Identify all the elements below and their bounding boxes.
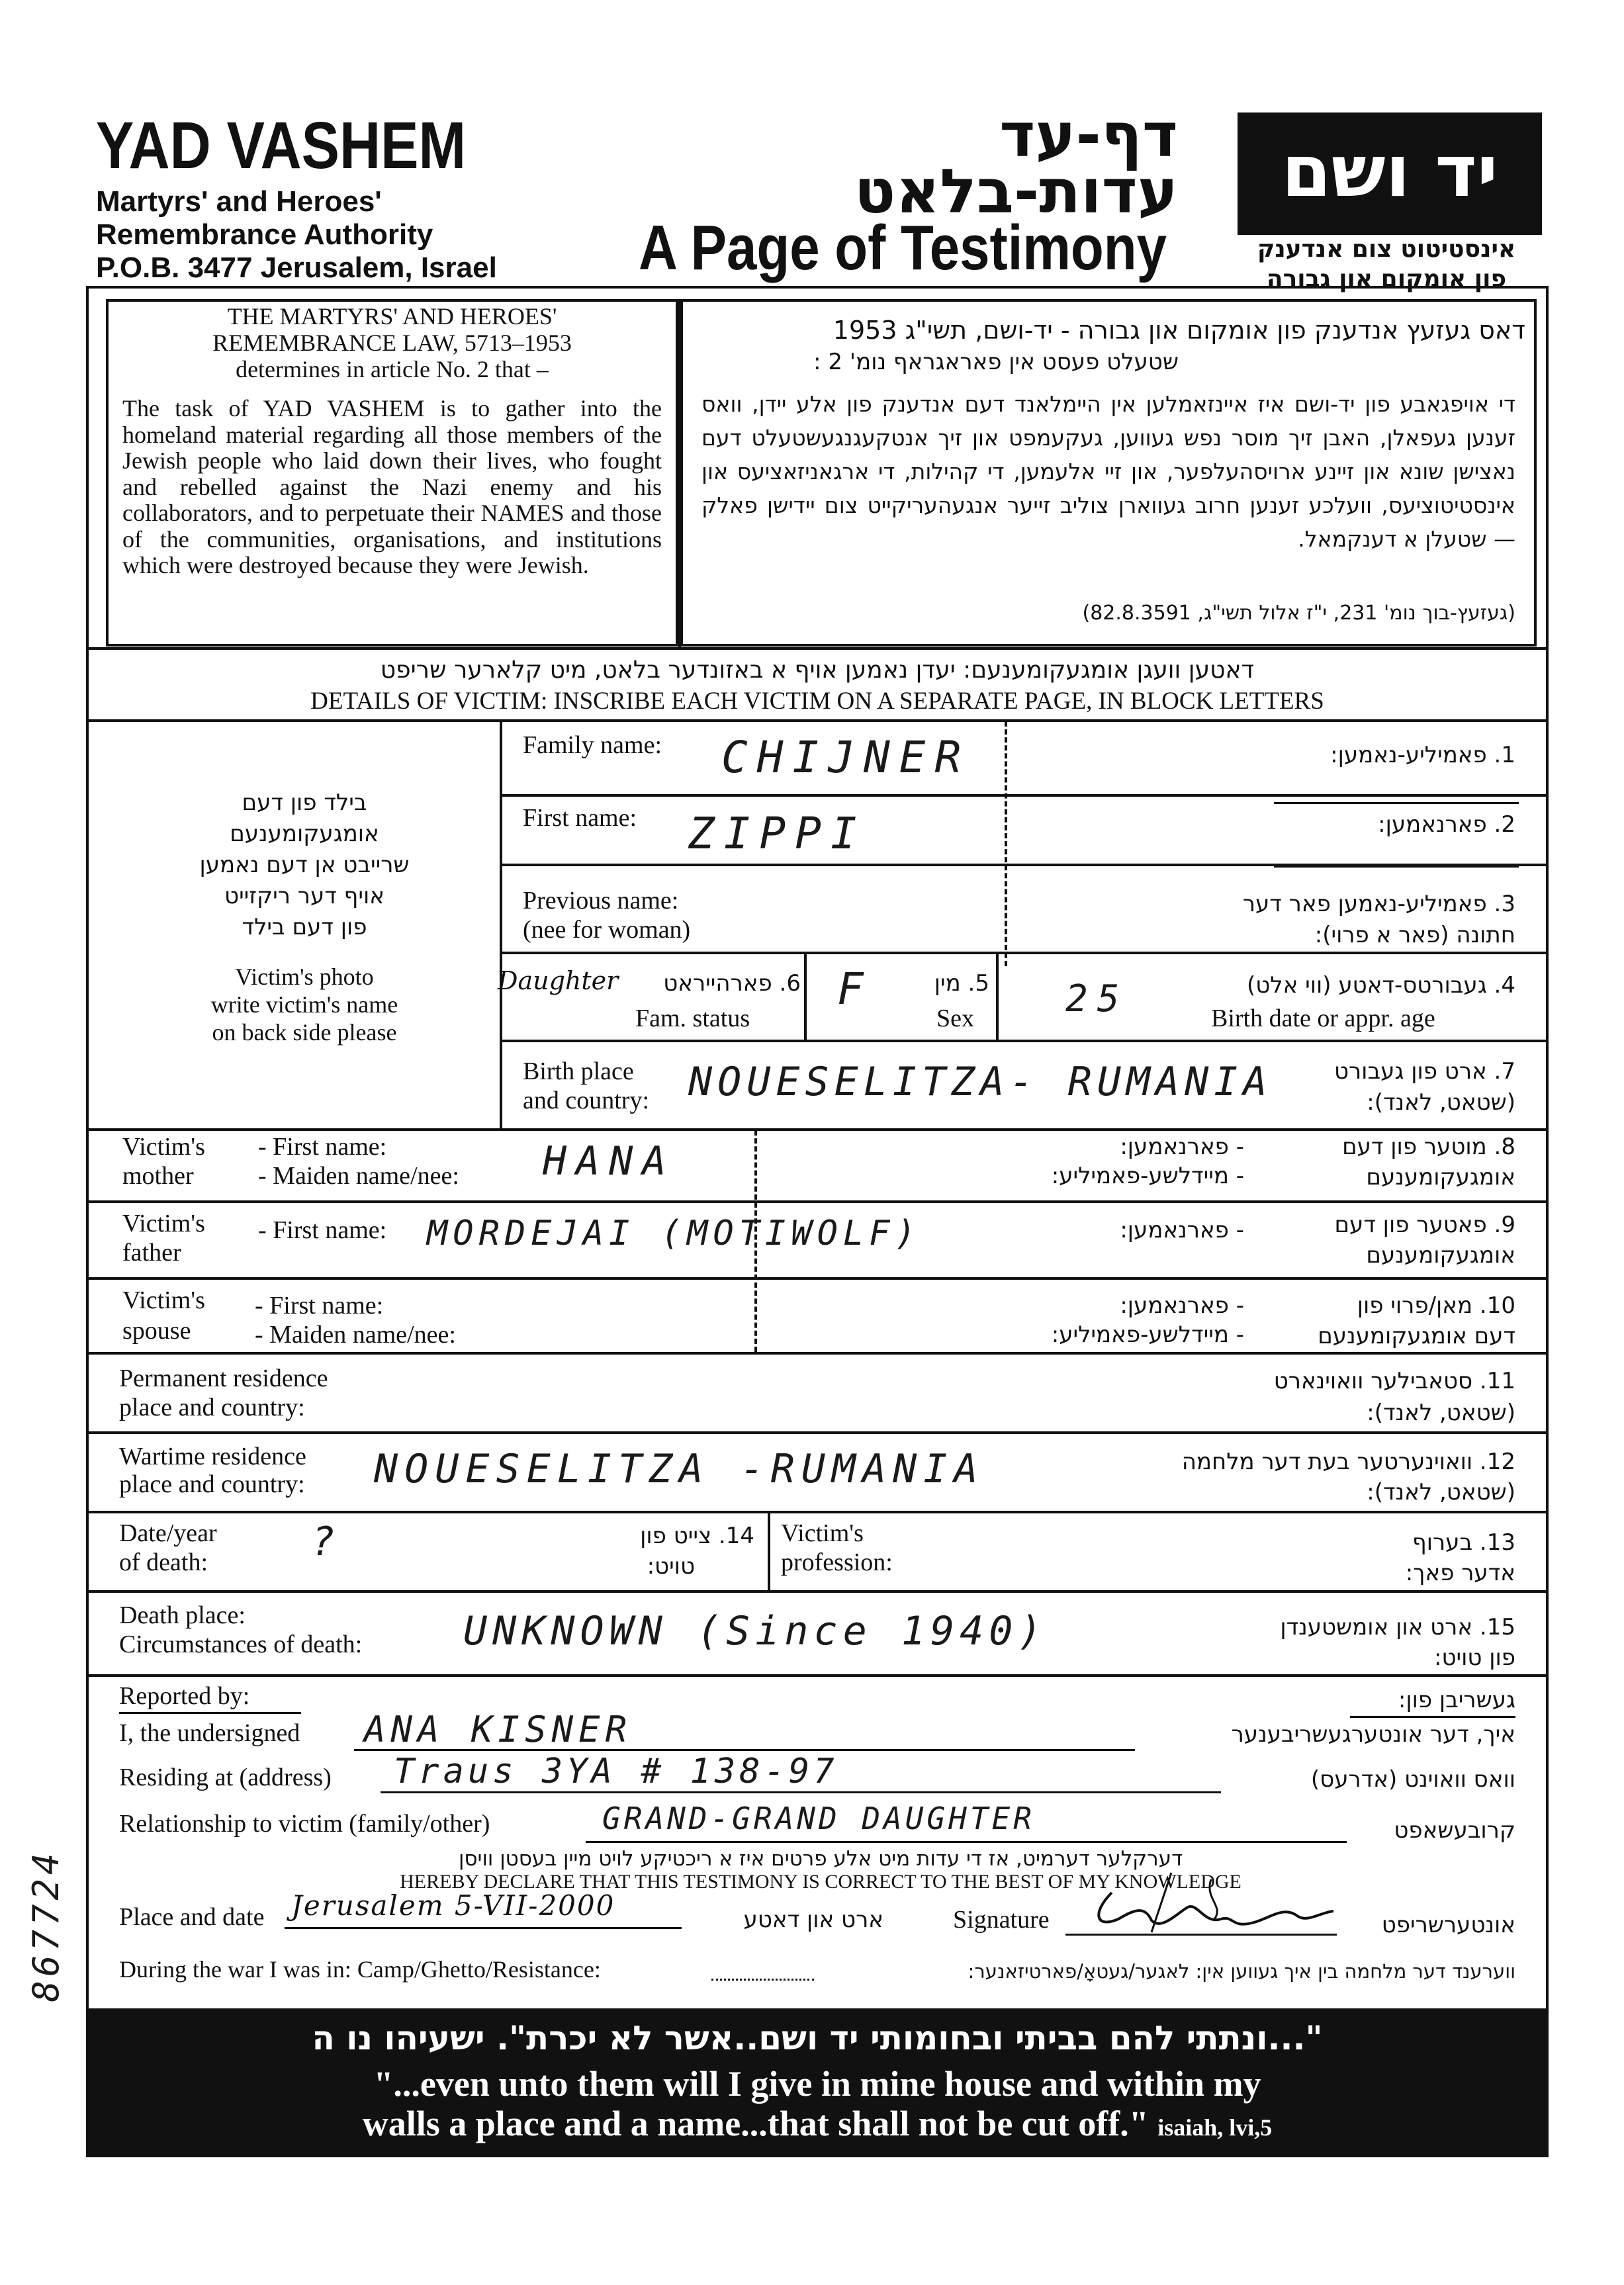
declare-en: HEREBY DECLARE THAT THIS TESTIMONY IS CORRECT TO THE BEST OF MY KNOWLEDGE — [400, 1871, 1241, 1893]
first-name-label: First name: — [523, 804, 637, 832]
law-body: The task of YAD VASHEM is to gather into the homeland material regarding all those members of the Jewish people who laid down their lives, who fought and rebelled against the Nazi enemy and his collaborators, and to perpetuate their NAMES and those of the communities, organisations, and institutions which were destroyed because they were Jewish. — [122, 395, 662, 578]
reported-by-heb: געשריבן פון: — [1398, 1687, 1515, 1713]
footer-english-2 — [132, 2103, 1502, 2148]
father-heb-first: - פארנאמען: — [1120, 1217, 1244, 1243]
profession-heb-2: אדער פאך: — [1405, 1560, 1515, 1586]
profession-label-2: profession: — [781, 1548, 893, 1576]
birth-place-value[interactable]: NOUESELITZA- RUMANIA — [688, 1059, 1273, 1105]
spouse-heb-row-1: 10. מאן/פרוי פון — [1357, 1292, 1515, 1319]
undersigned-heb: איך, דער אונטערגעשריבענער — [1231, 1721, 1515, 1748]
sex-heb: 5. מין — [934, 970, 989, 997]
permanent-heb-1: 11. סטאבילער וואוינארט — [1273, 1368, 1515, 1394]
father-heb-row-2: אומגעקומענעם — [1366, 1242, 1515, 1269]
fam-status-label: Fam. status — [635, 1005, 750, 1032]
family-name-heb: 1. פאמיליע-נאמען: — [1330, 742, 1515, 768]
birth-date-value[interactable]: 25 — [1065, 977, 1129, 1020]
father-row-label-1: Victim's — [122, 1210, 205, 1237]
row-line-7 — [86, 1277, 1549, 1280]
row-line-1 — [500, 794, 1549, 797]
profession-heb-1: 13. בערוף — [1412, 1529, 1515, 1556]
address-value[interactable]: Traus 3YA # 138-97 — [394, 1752, 838, 1791]
spouse-heb-maiden: - מיידלשע-פאמיליע: — [1051, 1322, 1244, 1348]
mother-heb-first: - פארנאמען: — [1120, 1134, 1244, 1160]
mother-row-label-2: mother — [122, 1162, 194, 1190]
title-yiddish-2: עדות-בלאט — [854, 156, 1178, 227]
death-place-value[interactable]: UNKNOWN (Since 1940) — [463, 1608, 1048, 1654]
death-date-label-2: of death: — [119, 1548, 208, 1576]
wartime-heb-1: 12. וואוינערטער בעת דער מלחמה — [1181, 1449, 1515, 1475]
previous-name-heb-2: חתונה (פאר א פרוי): — [1314, 922, 1515, 948]
photo-line-5: פון דעם בילד — [242, 914, 367, 940]
place-value[interactable]: Jerusalem 5-VII-2000 — [291, 1889, 615, 1922]
address-label: Residing at (address) — [119, 1764, 332, 1791]
title-yiddish-1: דף-עד — [999, 100, 1178, 171]
org-line-2: Remembrance Authority — [96, 218, 433, 251]
signature-mark[interactable] — [1072, 1866, 1350, 1939]
signature-scribble — [1072, 1866, 1350, 1939]
war-underline — [711, 1979, 814, 1981]
spouse-maiden-label: - Maiden name/nee: — [255, 1321, 456, 1349]
death-place-heb-2: פון טויט: — [1434, 1644, 1515, 1671]
permanent-heb-2: (שטאט, לאנד): — [1367, 1400, 1515, 1426]
place-heb: ארט און דאטע — [743, 1906, 883, 1933]
signature-label: Signature — [953, 1906, 1050, 1934]
mother-heb-maiden: - מיידלשע-פאמיליע: — [1051, 1163, 1244, 1189]
wartime-value[interactable]: NOUESELITZA -RUMANIA — [374, 1446, 985, 1492]
logo-text: יד ושם — [1281, 130, 1498, 213]
wartime-label-1: Wartime residence — [119, 1443, 306, 1470]
yad-vashem-logo — [1238, 112, 1542, 235]
death-place-label-1: Death place: — [119, 1601, 246, 1629]
mother-row-label-1: Victim's — [122, 1133, 205, 1161]
law-heb-title-2: שטעלט פעסט אין פאראגראף נומ' 2 : — [813, 349, 1179, 375]
family-name-value[interactable]: CHIJNER — [721, 732, 971, 783]
undersigned-value[interactable]: ANA KISNER — [364, 1709, 633, 1750]
field-dashed-divider — [1005, 721, 1007, 966]
law-heb-body: די אויפגאבע פון יד-ושם איז איינזאמלען אין היימלאנד דעם אנדענק פון אלע יידן, וואס זענען געפאלן, האבן זיך מוסר נפש געווען, געקעמפט און זיך אנטקעגנגעשטעלט דעם נאצישן שונא און זיינע ארויסהעלפער, און זיי אלעמען, די קהילות, די ארגאניזאציעס און אינסטיטוציעס, וועלכע זענען חרוב געווארן צוליב זייער אנגעהעריקייט צום יידישן פאלק — שטעלן א דענקמאל. — [701, 391, 1515, 552]
details-header-yiddish: דאטען וועגן אומגעקומענעם: יעדן נאמען אויף א באזונדער בלאט, מיט קלארער שריפט — [380, 656, 1255, 684]
law-title-3: determines in article No. 2 that – — [236, 356, 549, 382]
details-bottom-line — [86, 719, 1549, 722]
birth-date-heb: 4. געבורטס-דאטע (ווי אלט) — [1246, 972, 1515, 999]
death-date-divider — [768, 1511, 770, 1590]
birth-place-label-2: and country: — [523, 1087, 650, 1114]
spouse-heb-first: - פארנאמען: — [1120, 1292, 1244, 1319]
row-line-2 — [500, 864, 1549, 866]
family-name-label: Family name: — [523, 731, 662, 759]
relation-label: Relationship to victim (family/other) — [119, 1810, 490, 1838]
declare-heb: דערקלער דערמיט, אז די עדות מיט אלע פרטים איז א ריכטיקע לויט מיין בעסטן וויסן — [458, 1847, 1183, 1871]
mother-maiden-label: - Maiden name/nee: — [258, 1162, 459, 1190]
wartime-heb-2: (שטאט, לאנד): — [1367, 1479, 1515, 1505]
first-name-value[interactable]: ZIPPI — [688, 808, 866, 859]
fam-status-divider — [804, 952, 807, 1040]
birth-place-heb-1: 7. ארט פון געבורט — [1333, 1058, 1515, 1085]
father-first-value[interactable]: MORDEJAI (MOTIWOLF) — [427, 1214, 921, 1253]
photo-text-english — [172, 963, 437, 1046]
family-name-underline — [1274, 802, 1519, 804]
first-name-heb: 2. פארנאמען: — [1378, 811, 1515, 838]
address-heb: וואס וואוינט (אדרעס) — [1310, 1766, 1515, 1793]
mother-heb-row-2: אומגעקומענעם — [1366, 1164, 1515, 1190]
death-date-value[interactable]: ? — [311, 1519, 345, 1565]
signature-underline — [1065, 1934, 1337, 1936]
details-top-line — [86, 647, 1549, 650]
permanent-label-1: Permanent residence — [119, 1365, 328, 1392]
row-line-12 — [86, 1674, 1549, 1677]
mother-heb-row-1: 8. מוטער פון דעם — [1342, 1134, 1515, 1160]
birth-place-label-1: Birth place — [523, 1057, 634, 1085]
father-row-label-2: father — [122, 1239, 181, 1267]
mother-first-label: - First name: — [258, 1133, 387, 1161]
title-english: A Page of Testimony — [639, 212, 1167, 283]
law-title-2: REMEMBRANCE LAW, 5713–1953 — [212, 330, 572, 356]
photo-en-line-1: Victim's photo — [235, 963, 374, 990]
relation-heb: קרובעשאפט — [1394, 1817, 1515, 1844]
row-line-5 — [86, 1128, 1549, 1131]
war-label: During the war I was in: Camp/Ghetto/Resistance: — [119, 1956, 601, 1983]
photo-text-yiddish — [172, 787, 437, 943]
profession-label-1: Victim's — [781, 1519, 864, 1547]
fam-status-value[interactable]: Daughter — [498, 966, 619, 995]
father-first-label: - First name: — [258, 1216, 387, 1244]
reported-by-underline — [119, 1712, 301, 1714]
org-line-1: Martyrs' and Heroes' — [96, 185, 382, 218]
previous-name-heb-1: 3. פאמיליע-נאמען פאר דער — [1242, 891, 1515, 917]
org-line-3: P.O.B. 3477 Jerusalem, Israel — [96, 251, 497, 284]
death-place-label-2: Circumstances of death: — [119, 1631, 363, 1658]
birth-date-label: Birth date or appr. age — [1211, 1005, 1435, 1032]
sex-value[interactable]: F — [837, 963, 873, 1014]
margin-number: 867724 — [25, 1849, 67, 2002]
death-date-heb-2: טויט: — [647, 1553, 695, 1580]
relation-underline — [586, 1841, 1347, 1843]
wartime-label-2: place and country: — [119, 1470, 305, 1498]
row-line-6 — [86, 1200, 1549, 1203]
sex-divider — [996, 952, 999, 1040]
father-heb-row-1: 9. פאטער פון דעם — [1334, 1212, 1515, 1238]
photo-box-border — [500, 719, 502, 1128]
photo-en-line-3: on back side please — [212, 1019, 397, 1046]
org-name: YAD VASHEM — [96, 109, 467, 183]
war-heb: ווערענד דער מלחמה בין איך געווען אין: לאגער/געטאָ/פארטיזאנער: — [968, 1960, 1515, 1983]
mother-first-value[interactable]: HANA — [543, 1138, 676, 1185]
footer-english-2-text: walls a place and a name...that shall not be cut off." — [362, 2104, 1149, 2143]
footer-english-1: "...even unto them will I give in mine house and within my — [373, 2064, 1261, 2104]
relation-value[interactable]: GRAND-GRAND DAUGHTER — [602, 1801, 1035, 1836]
photo-line-4: אויף דער ריקזייט — [224, 883, 384, 909]
previous-name-label-1: Previous name: — [523, 887, 679, 915]
sex-label: Sex — [936, 1005, 974, 1032]
law-title-1: THE MARTYRS' AND HEROES' — [227, 303, 557, 330]
signature-heb: אונטערשריפט — [1381, 1912, 1515, 1938]
death-date-label-1: Date/year — [119, 1519, 217, 1547]
previous-name-label-2: (nee for woman) — [523, 916, 691, 944]
photo-en-line-2: write victim's name — [210, 991, 398, 1018]
spouse-row-label-2: spouse — [122, 1317, 191, 1345]
row-line-8 — [86, 1352, 1549, 1355]
law-heb-cite: (געזעץ-בוך נומ' 231, י"ז אלול תשי"ג, 82.8.3591) — [1082, 602, 1515, 625]
photo-line-3: שרייבט אן דעם נאמען — [199, 852, 410, 878]
row-line-3 — [500, 952, 1549, 954]
reported-by-heb-underline — [1350, 1716, 1515, 1718]
permanent-label-2: place and country: — [119, 1394, 305, 1421]
spouse-first-label: - First name: — [255, 1292, 384, 1320]
address-underline — [381, 1791, 1221, 1793]
spouse-row-label-1: Victim's — [122, 1286, 205, 1314]
footer-hebrew: "...ונתתי להם בביתי ובחומותי יד ושם..אשר לא יכרת". ישעיהו נו ה — [312, 2019, 1323, 2057]
spouse-heb-row-2: דעם אומגעקומענעם — [1318, 1323, 1515, 1349]
footer-cite: isaiah, lvi,5 — [1157, 2114, 1273, 2141]
logo-subtitle-2: פון אומקום און גבורה — [1266, 265, 1507, 292]
birth-place-heb-2: (שטאט, לאנד): — [1367, 1089, 1515, 1116]
place-label: Place and date — [119, 1903, 265, 1931]
row-line-10 — [86, 1511, 1549, 1513]
reported-by-label: Reported by: — [119, 1682, 250, 1710]
row-line-11 — [86, 1590, 1549, 1593]
row-line-9 — [86, 1431, 1549, 1434]
photo-line-1: בילד פון דעם — [242, 789, 367, 816]
photo-line-2: אומגעקומענעם — [230, 821, 379, 847]
death-date-heb-1: 14. צייט פון — [640, 1523, 754, 1549]
place-underline — [285, 1927, 682, 1929]
logo-subtitle-1: אינסטיטוט צום אנדענק — [1257, 236, 1516, 263]
law-heb-title-1: דאס געזעץ אנדענק פון אומקום און גבורה - יד-ושם, תשי"ג 1953 — [833, 316, 1525, 345]
undersigned-label: I, the undersigned — [119, 1719, 300, 1747]
details-header-english: DETAILS OF VICTIM: INSCRIBE EACH VICTIM ON A SEPARATE PAGE, IN BLOCK LETTERS — [310, 688, 1324, 715]
death-place-heb-1: 15. ארט און אומשטענדן — [1280, 1614, 1515, 1640]
fam-status-heb: 6. פארהייראט — [663, 970, 801, 997]
row-line-4 — [500, 1040, 1549, 1042]
